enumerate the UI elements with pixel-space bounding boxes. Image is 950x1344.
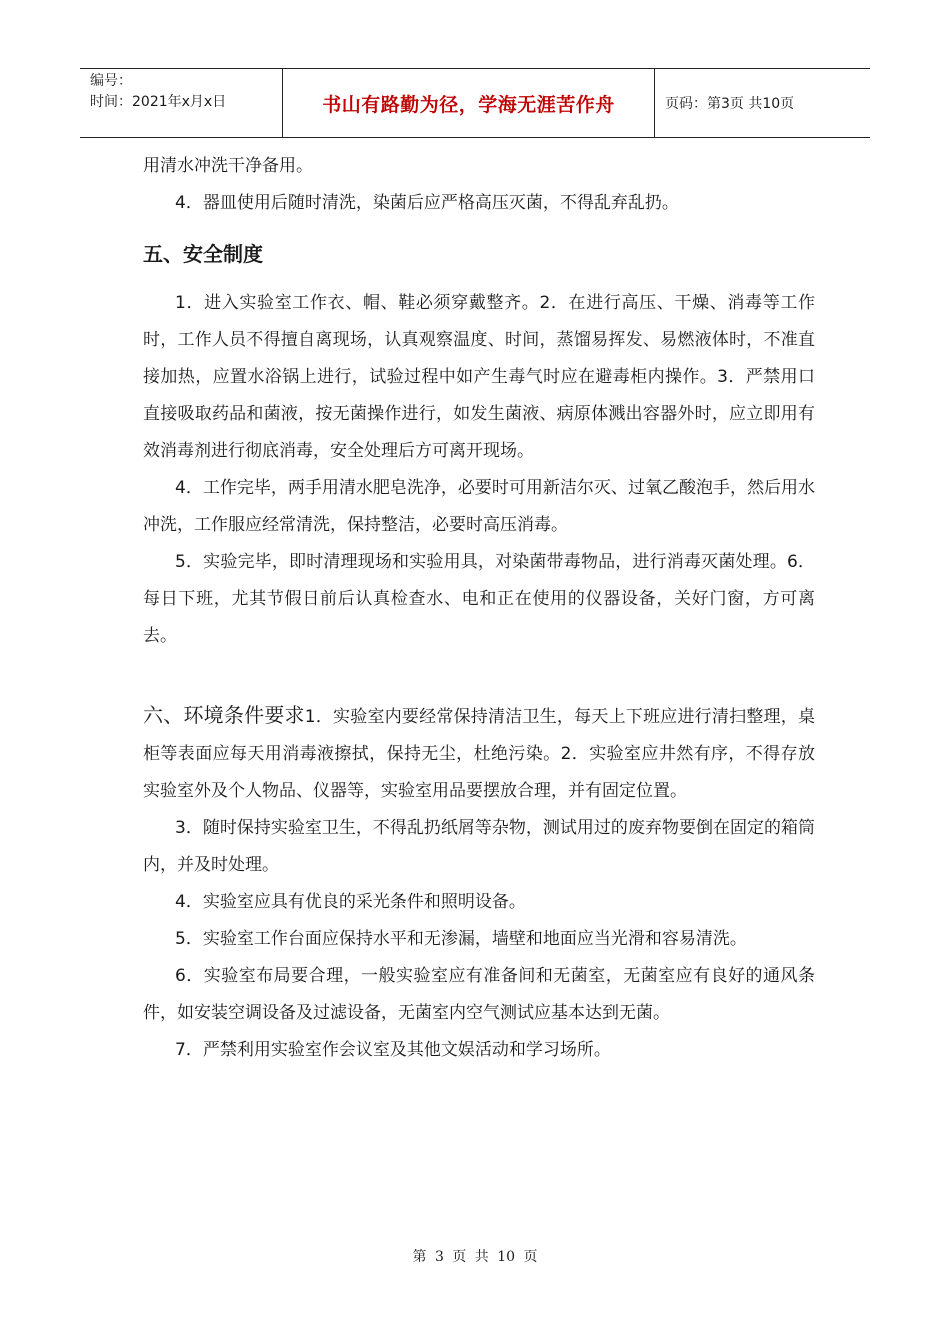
paragraph: 5．实验完毕，即时清理现场和实验用具，对染菌带毒物品，进行消毒灭菌处理。6．每日下班，尤其节假日前后认真检查水、电和正在使用的仪器设备，关好门窗，方可离去。 [143,552,815,646]
paragraph: 5．实验室工作台面应保持水平和无渗漏，墙壁和地面应当光滑和容易清洗。 [175,929,747,949]
section-heading-environment: 六、环境条件要求 [143,703,305,727]
page-footer: 第 3 页 共 10 页 [412,1249,538,1265]
spacer [143,655,815,697]
paragraph [143,697,815,810]
header-meta [80,69,283,137]
paragraph: 4．器皿使用后随时清洗，染菌后应严格高压灭菌，不得乱弃乱扔。 [175,193,679,213]
paragraph: 6．实验室布局要合理，一般实验室应有准备间和无菌室，无菌室应有良好的通风条件，如安装空调设备及过滤设备，无菌室内空气测试应基本达到无菌。 [143,966,815,1023]
paragraph-text: 1．实验室内要经常保持清洁卫生，每天上下班应进行清扫整理，桌柜等表面应每天用消毒液擦拭，保持无尘，杜绝污染。2．实验室应井然有序，不得存放实验室外及个人物品、仪器等，实验室用品要摆放合理，并有固定位置。 [143,707,816,801]
motto-text: 书山有路勤为径，学海无涯苦作舟 [322,93,615,116]
document-body [143,148,815,1069]
section-heading-safety: 五、安全制度 [143,242,263,266]
paragraph: 7．严禁利用实验室作会议室及其他文娱活动和学习场所。 [175,1040,611,1060]
header-motto-cell [283,69,655,137]
paragraph: 4．实验室应具有优良的采光条件和照明设备。 [175,892,526,912]
paragraph: 用清水冲洗干净备用。 [143,156,313,176]
time-label: 时间：2021年x月x日 [90,94,227,110]
paragraph: 1．进入实验室工作衣、帽、鞋必须穿戴整齐。2．在进行高压、干燥、消毒等工作时，工作人员不得擅自离现场，认真观察温度、时间，蒸馏易挥发、易燃液体时，不准直接加热，应置水浴锅上进行，试验过程中如产生毒气时应在避毒柜内操作。3．严禁用口直接吸取药品和菌液，按无菌操作进行，如发生菌液、病原体溅出容器外时，应立即用有效消毒剂进行彻底消毒，安全处理后方可离开现场。 [143,293,815,461]
page-header [80,68,870,138]
number-label: 编号： [90,73,132,89]
paragraph: 3．随时保持实验室卫生，不得乱扔纸屑等杂物，测试用过的废弃物要倒在固定的箱筒内，并及时处理。 [143,818,815,875]
paragraph: 4．工作完毕，两手用清水肥皂洗净，必要时可用新洁尔灭、过氧乙酸泡手，然后用水冲洗，工作服应经常清洗，保持整洁，必要时高压消毒。 [143,478,815,535]
page-label: 页码：第3页 共10页 [665,96,795,112]
header-page-cell [655,69,870,137]
